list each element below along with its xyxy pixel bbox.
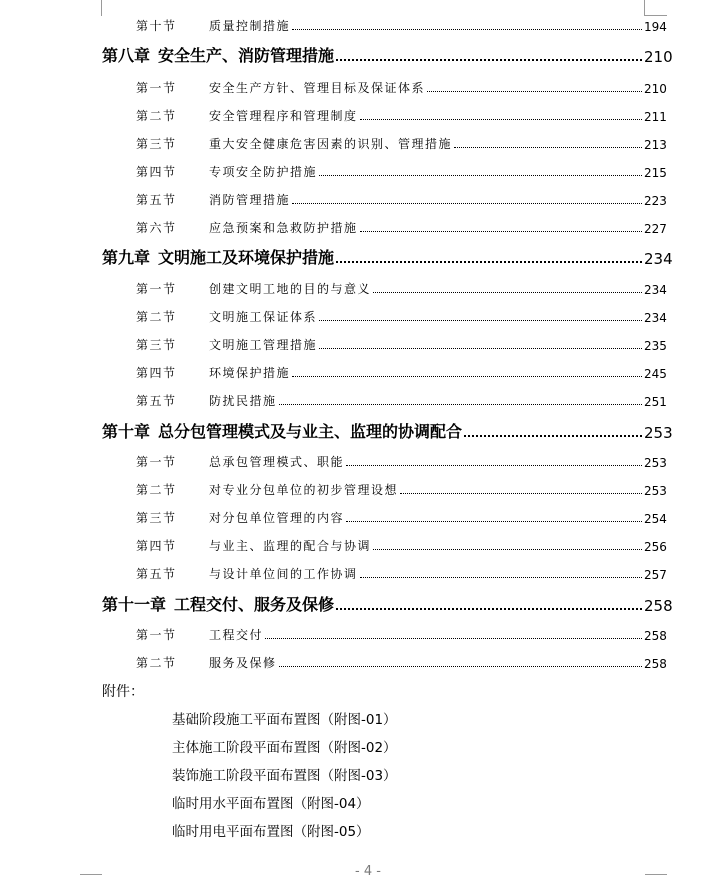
- toc-entry-number: 第九章: [102, 248, 151, 267]
- toc-entry-number: 第一节: [136, 455, 177, 469]
- attachments-heading: 附件：: [102, 684, 144, 700]
- toc-entry-title: 安全生产、消防管理措施: [158, 46, 335, 65]
- toc-entry-title: 对专业分包单位的初步管理设想: [209, 483, 399, 497]
- toc-entry-number: 第四节: [136, 165, 177, 179]
- attachment-item: 装饰施工阶段平面布置图（附图-03）: [172, 768, 397, 784]
- toc-entry-title: 安全管理程序和管理制度: [209, 109, 358, 123]
- attachment-item: 基础阶段施工平面布置图（附图-01）: [172, 712, 397, 728]
- toc-section-row[interactable]: [0, 450, 711, 470]
- toc-dot-leader: [454, 147, 642, 148]
- toc-dot-leader: [279, 404, 642, 405]
- toc-entry-title: 总分包管理模式及与业主、监理的协调配合: [158, 422, 463, 441]
- toc-page-number: 234: [644, 283, 667, 297]
- toc-entry-number: 第二节: [136, 483, 177, 497]
- toc-entry-title: 总承包管理模式、职能: [209, 455, 345, 469]
- toc-entry-number: 第一节: [136, 81, 177, 95]
- toc-section-row[interactable]: [0, 104, 711, 124]
- toc-entry-number: 第五节: [136, 567, 177, 581]
- toc-entry-number: 第二节: [136, 656, 177, 670]
- toc-dot-leader: [400, 493, 642, 494]
- toc-entry-title: 文明施工保证体系: [209, 310, 318, 324]
- toc-section-row[interactable]: [0, 76, 711, 96]
- toc-section-row[interactable]: [0, 534, 711, 554]
- toc-page-number: 245: [644, 367, 667, 381]
- toc-page-number: 253: [644, 456, 667, 470]
- toc-entry-number: 第十章: [102, 422, 151, 441]
- toc-section-row[interactable]: [0, 160, 711, 180]
- toc-dot-leader: [427, 91, 642, 92]
- page-number-footer: - 4 -: [355, 864, 381, 879]
- toc-entry-number: 第一节: [136, 628, 177, 642]
- toc-entry-title: 专项安全防护措施: [209, 165, 318, 179]
- toc-entry-number: 第二节: [136, 310, 177, 324]
- toc-chapter-row[interactable]: [0, 42, 711, 66]
- toc-entry-number: 第五节: [136, 193, 177, 207]
- toc-section-row[interactable]: [0, 188, 711, 208]
- toc-page-number: 234: [644, 311, 667, 325]
- toc-entry-number: 第十一章: [102, 595, 167, 614]
- toc-entry-number: 第四节: [136, 539, 177, 553]
- toc-section-row[interactable]: [0, 361, 711, 381]
- toc-section-row[interactable]: [0, 478, 711, 498]
- toc-page-number: 253: [644, 484, 667, 498]
- toc-dot-leader: [360, 577, 642, 578]
- toc-entry-title: 防扰民措施: [209, 394, 277, 408]
- toc-entry-title: 环境保护措施: [209, 366, 291, 380]
- toc-page-number: 253: [644, 424, 673, 442]
- attachment-item: 主体施工阶段平面布置图（附图-02）: [172, 740, 397, 756]
- toc-dot-leader: [336, 261, 642, 263]
- toc-dot-leader: [346, 521, 642, 522]
- toc-dot-leader: [464, 435, 642, 437]
- toc-section-row[interactable]: [0, 562, 711, 582]
- attachment-item: 临时用电平面布置图（附图-05）: [172, 824, 370, 840]
- toc-section-row[interactable]: [0, 651, 711, 671]
- toc-page-number: 257: [644, 568, 667, 582]
- toc-section-row[interactable]: [0, 132, 711, 152]
- attachment-item: 临时用水平面布置图（附图-04）: [172, 796, 370, 812]
- toc-page-number: 258: [644, 597, 673, 615]
- toc-entry-title: 工程交付: [209, 628, 264, 642]
- toc-entry-title: 文明施工及环境保护措施: [158, 248, 335, 267]
- toc-dot-leader: [319, 175, 642, 176]
- toc-entry-title: 与业主、监理的配合与协调: [209, 539, 372, 553]
- toc-entry-number: 第五节: [136, 394, 177, 408]
- toc-page-number: 194: [644, 20, 667, 34]
- toc-section-row[interactable]: [0, 216, 711, 236]
- toc-entry-title: 创建文明工地的目的与意义: [209, 282, 372, 296]
- toc-dot-leader: [336, 59, 642, 61]
- toc-entry-title: 应急预案和急救防护措施: [209, 221, 358, 235]
- toc-entry-number: 第八章: [102, 46, 151, 65]
- toc-page-number: 211: [644, 110, 667, 124]
- toc-section-row[interactable]: [0, 305, 711, 325]
- toc-entry-title: 安全生产方针、管理目标及保证体系: [209, 81, 426, 95]
- toc-page-number: 258: [644, 629, 667, 643]
- toc-entry-title: 对分包单位管理的内容: [209, 511, 345, 525]
- toc-dot-leader: [319, 320, 642, 321]
- toc-page-number: 251: [644, 395, 667, 409]
- toc-entry-title: 服务及保修: [209, 656, 277, 670]
- toc-entry-number: 第三节: [136, 338, 177, 352]
- toc-page-number: 234: [644, 250, 673, 268]
- toc-page-number: 210: [644, 82, 667, 96]
- toc-page-number: 227: [644, 222, 667, 236]
- toc-page-number: 215: [644, 166, 667, 180]
- toc-entry-number: 第二节: [136, 109, 177, 123]
- toc-page-number: 210: [644, 48, 673, 66]
- toc-dot-leader: [346, 465, 642, 466]
- toc-section-row[interactable]: [0, 506, 711, 526]
- toc-entry-title: 与设计单位间的工作协调: [209, 567, 358, 581]
- toc-section-row[interactable]: [0, 14, 711, 34]
- toc-entry-number: 第三节: [136, 511, 177, 525]
- toc-page-number: 213: [644, 138, 667, 152]
- toc-page-number: 223: [644, 194, 667, 208]
- toc-entry-number: 第四节: [136, 366, 177, 380]
- toc-dot-leader: [373, 549, 642, 550]
- toc-dot-leader: [360, 119, 642, 120]
- toc-section-row[interactable]: [0, 277, 711, 297]
- toc-entry-number: 第一节: [136, 282, 177, 296]
- toc-dot-leader: [279, 666, 642, 667]
- toc-page-number: 254: [644, 512, 667, 526]
- toc-dot-leader: [292, 29, 642, 30]
- toc-page-number: 258: [644, 657, 667, 671]
- toc-chapter-row[interactable]: [0, 591, 711, 615]
- toc-entry-number: 第三节: [136, 137, 177, 151]
- toc-page-number: 235: [644, 339, 667, 353]
- toc-chapter-row[interactable]: [0, 244, 711, 268]
- toc-section-row[interactable]: [0, 623, 711, 643]
- toc-dot-leader: [292, 376, 642, 377]
- toc-dot-leader: [292, 203, 642, 204]
- toc-entry-title: 文明施工管理措施: [209, 338, 318, 352]
- toc-entry-title: 重大安全健康危害因素的识别、管理措施: [209, 137, 453, 151]
- toc-entry-title: 质量控制措施: [209, 19, 291, 33]
- toc-entry-title: 工程交付、服务及保修: [174, 595, 335, 614]
- toc-section-row[interactable]: [0, 389, 711, 409]
- toc-dot-leader: [360, 231, 642, 232]
- toc-dot-leader: [336, 608, 642, 610]
- toc-dot-leader: [265, 638, 642, 639]
- toc-page-number: 256: [644, 540, 667, 554]
- toc-entry-title: 消防管理措施: [209, 193, 291, 207]
- toc-chapter-row[interactable]: [0, 418, 711, 442]
- toc-entry-number: 第十节: [136, 19, 177, 33]
- toc-dot-leader: [319, 348, 642, 349]
- toc-section-row[interactable]: [0, 333, 711, 353]
- toc-dot-leader: [373, 292, 642, 293]
- toc-entry-number: 第六节: [136, 221, 177, 235]
